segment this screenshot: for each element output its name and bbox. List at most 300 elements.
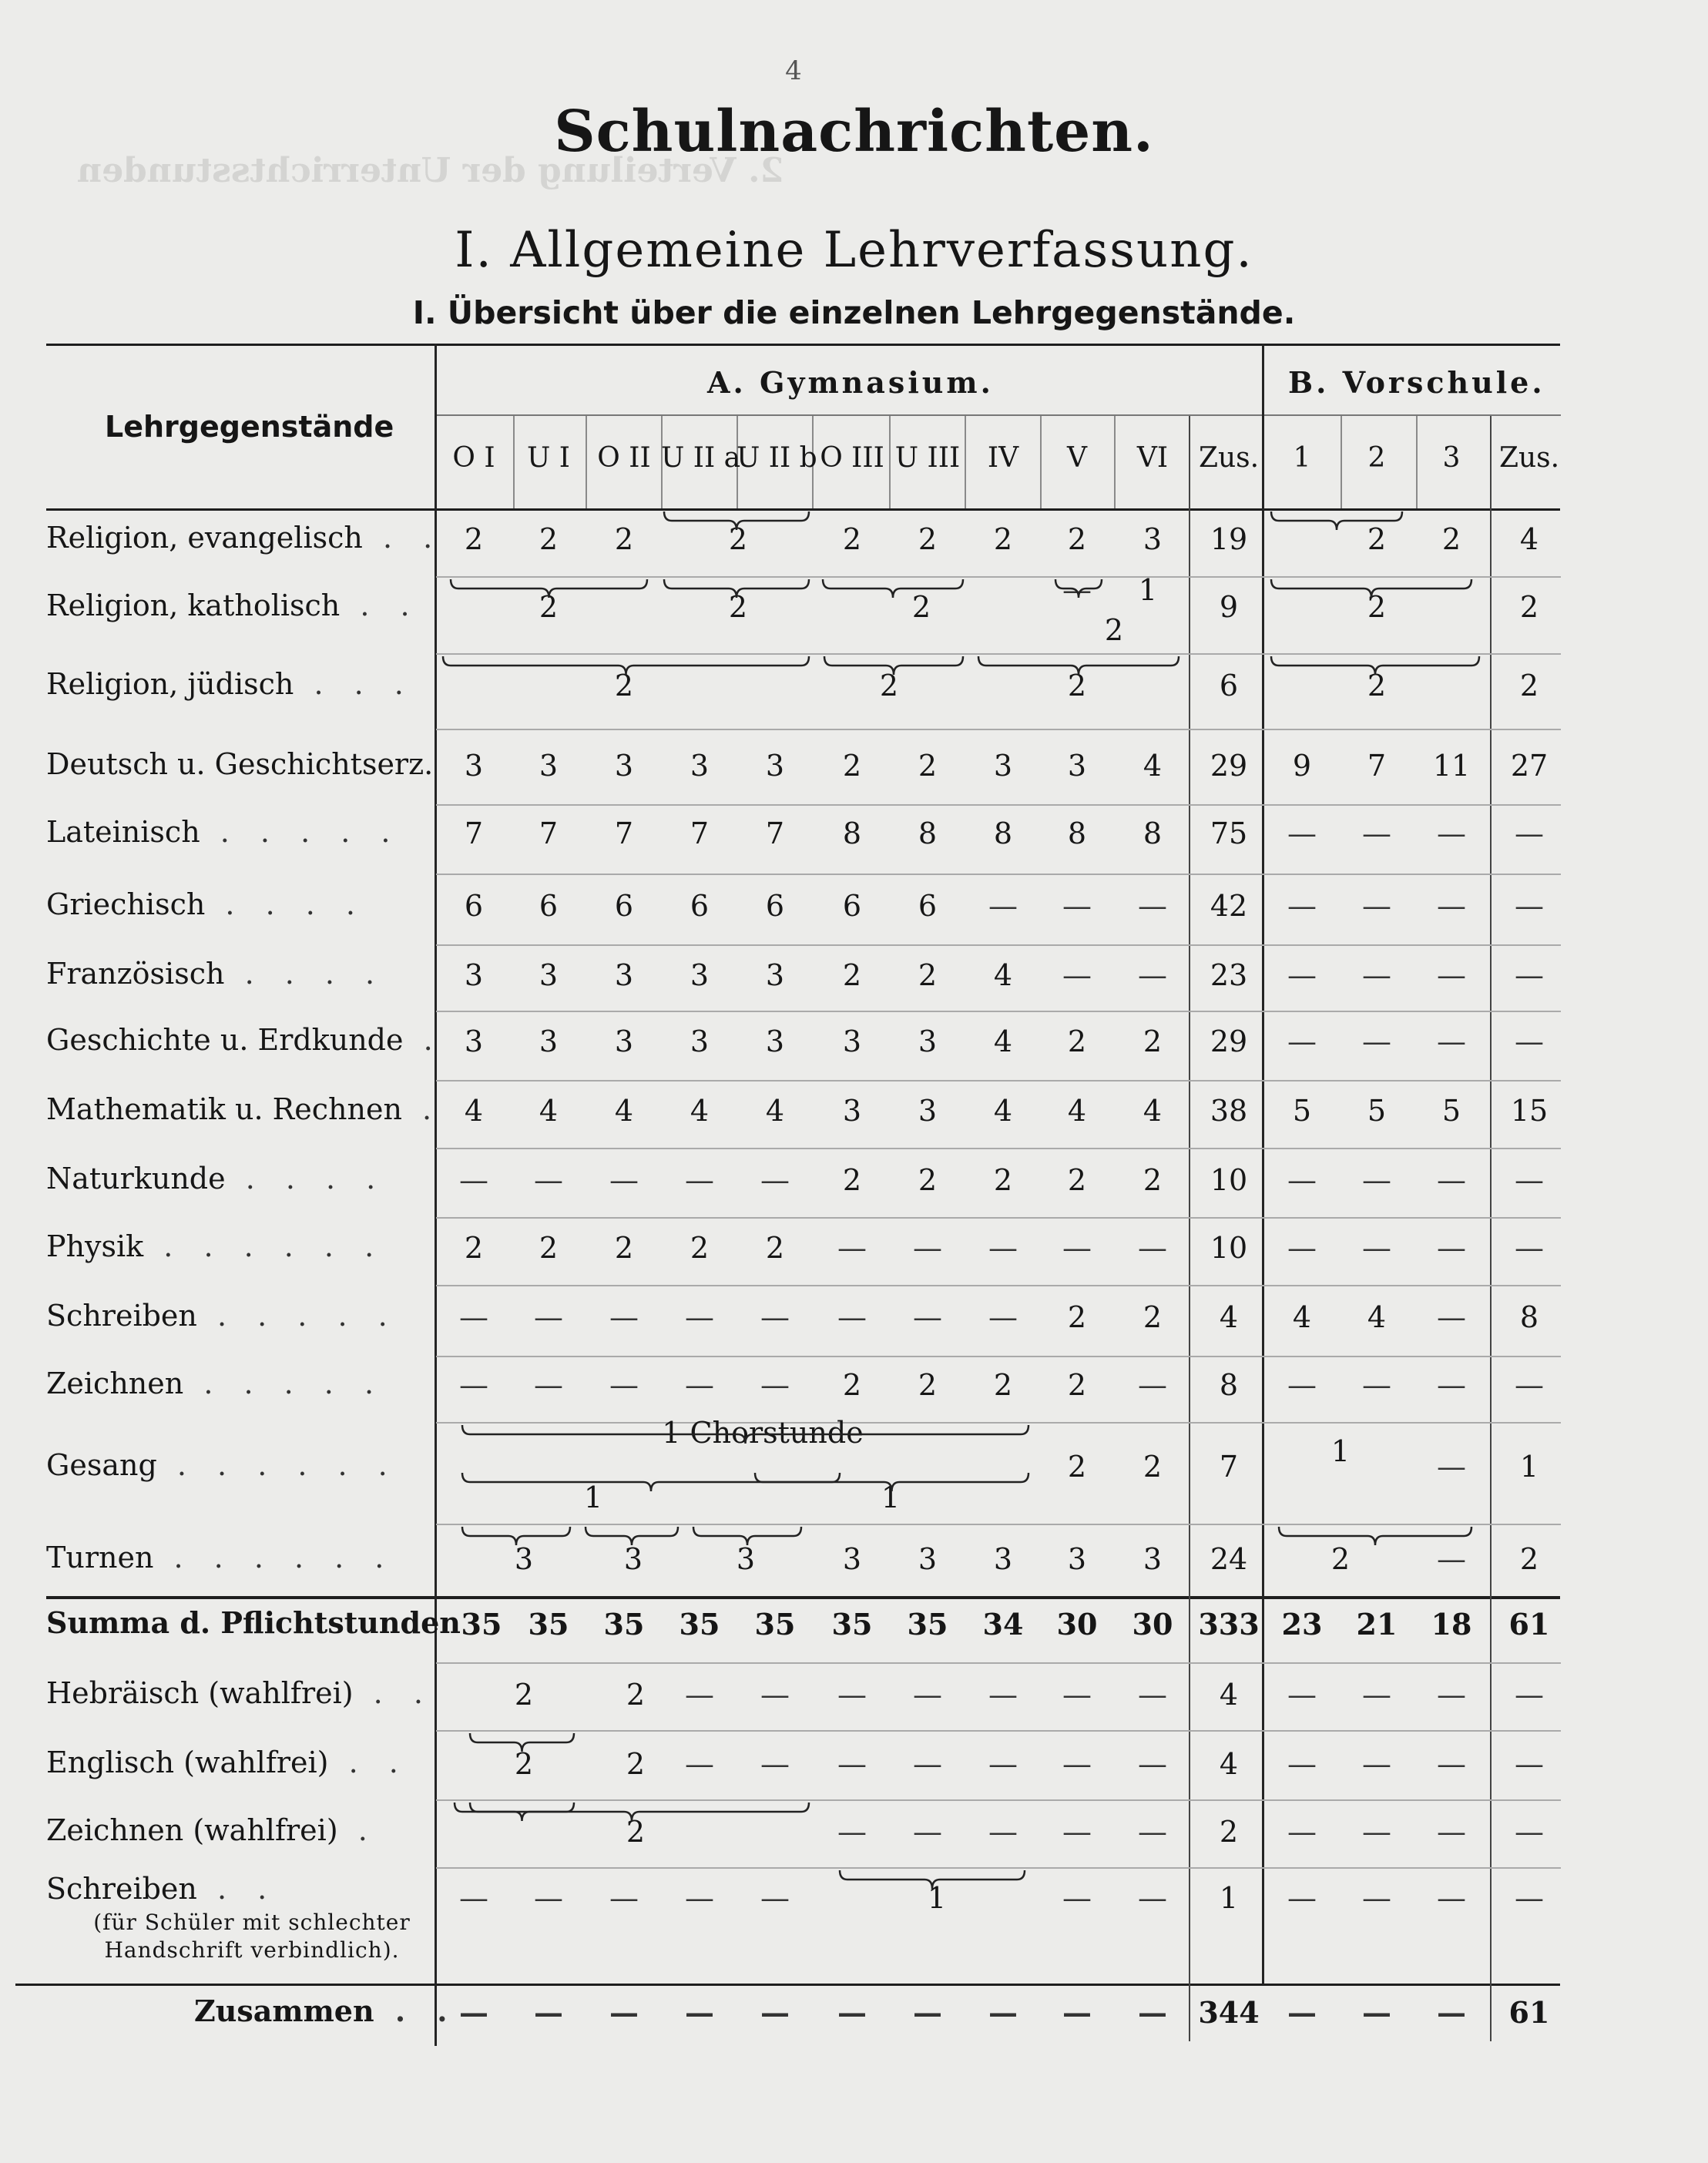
page-title: Schulnachrichten. bbox=[554, 99, 1154, 165]
table-cell: — bbox=[1362, 1747, 1391, 1781]
row-label-text: Summa d. Pflichtstunden bbox=[46, 1605, 461, 1640]
grouping-brace bbox=[462, 1527, 570, 1545]
table-cell: — bbox=[1062, 1995, 1092, 2030]
table-cell: — bbox=[1515, 889, 1544, 923]
row-label-text: Hebräisch (wahlfrei) bbox=[46, 1676, 354, 1710]
table-cell: 3 bbox=[464, 1024, 484, 1058]
table-cell: — bbox=[1362, 1163, 1391, 1197]
table-cell: — bbox=[609, 1368, 639, 1402]
table-cell: — bbox=[1437, 1163, 1466, 1197]
grouping-brace bbox=[470, 1733, 574, 1752]
table-cell: 2 bbox=[464, 1231, 484, 1265]
table-cell: — bbox=[1515, 1747, 1544, 1781]
table-cell: — bbox=[1362, 817, 1391, 850]
grouping-brace bbox=[1271, 579, 1471, 598]
table-cell: 2 bbox=[614, 522, 634, 556]
table-cell: 2 bbox=[1519, 1542, 1539, 1576]
table-cell: 29 bbox=[1210, 749, 1248, 783]
table-cell: 7 bbox=[464, 817, 484, 850]
table-cell: — bbox=[685, 1163, 714, 1197]
table-cell: 35 bbox=[754, 1607, 796, 1642]
table-cell: — bbox=[609, 1995, 639, 2030]
table-cell: 2 bbox=[1367, 590, 1387, 624]
row-label-text: Religion, evangelisch bbox=[46, 521, 363, 555]
table-cell: 2 bbox=[911, 590, 931, 624]
row-label-text: Religion, jüdisch bbox=[46, 667, 294, 701]
grouping-brace bbox=[978, 656, 1179, 675]
row-label-dots: . . bbox=[340, 589, 421, 622]
row-label-dots: . . . . . . bbox=[143, 1229, 385, 1263]
table-cell: 9 bbox=[1219, 590, 1239, 624]
table-cell: — bbox=[1515, 1815, 1544, 1849]
table-cell: — bbox=[837, 1995, 867, 2030]
group-header-vorschule: B. Vorschule. bbox=[1288, 365, 1545, 400]
table-cell: 2 bbox=[1067, 1163, 1087, 1197]
table-cell: 75 bbox=[1210, 817, 1248, 850]
table-cell: — bbox=[913, 1747, 942, 1781]
table-cell: — bbox=[1062, 1881, 1092, 1915]
table-cell: 2 bbox=[918, 1163, 938, 1197]
table-cell: 2 bbox=[918, 1368, 938, 1402]
row-label-dots: . . . . bbox=[224, 957, 386, 991]
table-cell: 2 bbox=[1067, 1368, 1087, 1402]
grouping-brace bbox=[462, 1425, 1028, 1444]
table-cell: 3 bbox=[918, 1024, 938, 1058]
table-cell: 2 bbox=[842, 749, 862, 783]
table-cell: 3 bbox=[842, 1024, 862, 1058]
table-cell: — bbox=[459, 1300, 488, 1334]
table-cell: 2 bbox=[1067, 1300, 1087, 1334]
row-label-dots: . . bbox=[196, 1872, 278, 1906]
table-cell: 38 bbox=[1210, 1094, 1248, 1128]
row-label-text: Zeichnen (wahlfrei) bbox=[46, 1813, 338, 1847]
table-cell: — bbox=[988, 1231, 1018, 1265]
row-note: (für Schüler mit schlechter Handschrift verbindlich). bbox=[93, 1910, 411, 1963]
table-cell: 8 bbox=[993, 817, 1013, 850]
row-label-text: Schreiben bbox=[46, 1872, 197, 1906]
table-cell: 10 bbox=[1210, 1163, 1248, 1197]
row-label-text: Gesang bbox=[46, 1448, 157, 1482]
table-cell: 3 bbox=[539, 749, 559, 783]
table-cell: 1 bbox=[881, 1481, 901, 1514]
table-cell: — bbox=[988, 1815, 1018, 1849]
table-cell: 61 bbox=[1508, 1607, 1550, 1642]
row-label-text: Turnen bbox=[46, 1541, 154, 1574]
grouping-brace bbox=[1271, 511, 1402, 530]
row-label-dots: . bbox=[401, 1092, 443, 1126]
column-header: Zus. bbox=[1198, 442, 1260, 474]
table-cell: 1 bbox=[1330, 1434, 1351, 1468]
table-cell: — bbox=[837, 1231, 867, 1265]
table-cell: 6 bbox=[842, 889, 862, 923]
table-cell: 7 bbox=[1367, 749, 1387, 783]
table-cell: — bbox=[913, 1231, 942, 1265]
table-cell: 2 bbox=[728, 522, 748, 556]
table-cell: 2 bbox=[993, 1368, 1013, 1402]
table-cell: 3 bbox=[1067, 749, 1087, 783]
table-cell: 4 bbox=[993, 1024, 1013, 1058]
table-cell: — bbox=[685, 1747, 714, 1781]
table-cell: 19 bbox=[1210, 522, 1248, 556]
table-cell: 2 bbox=[1519, 669, 1539, 703]
table-cell: 61 bbox=[1508, 1995, 1550, 2030]
table-cell: 8 bbox=[1219, 1368, 1239, 1402]
table-cell: 10 bbox=[1210, 1231, 1248, 1265]
column-header: O I bbox=[452, 442, 495, 474]
column-header: Zus. bbox=[1498, 442, 1560, 474]
table-cell: — bbox=[534, 1881, 563, 1915]
table-cell: — bbox=[1062, 573, 1092, 607]
grouping-brace bbox=[451, 579, 647, 598]
table-cell: — bbox=[1437, 1024, 1466, 1058]
table-cell: — bbox=[609, 1881, 639, 1915]
table-cell: 4 bbox=[1219, 1300, 1239, 1334]
table-cell: — bbox=[685, 1678, 714, 1712]
table-cell: 3 bbox=[514, 1542, 534, 1576]
table-cell: 1 bbox=[1519, 1450, 1539, 1484]
subject-column-header: Lehrgegenstände bbox=[105, 410, 394, 444]
table-cell: — bbox=[1362, 1678, 1391, 1712]
table-cell: — bbox=[988, 1678, 1018, 1712]
table-cell: — bbox=[1362, 1231, 1391, 1265]
column-header: 3 bbox=[1442, 442, 1461, 474]
table-cell: — bbox=[760, 1300, 790, 1334]
table-cell: — bbox=[1287, 958, 1317, 992]
table-cell: 3 bbox=[765, 958, 785, 992]
table-cell: 4 bbox=[690, 1094, 710, 1128]
row-label-dots: . . bbox=[362, 521, 444, 555]
page-number: 4 bbox=[785, 55, 802, 86]
table-cell: — bbox=[1437, 1995, 1466, 2030]
table-cell: — bbox=[1437, 1231, 1466, 1265]
table-cell: 2 bbox=[842, 1368, 862, 1402]
table-cell: 1 bbox=[583, 1481, 603, 1514]
table-cell: — bbox=[609, 1163, 639, 1197]
table-cell: 4 bbox=[1143, 1094, 1163, 1128]
row-label-text: Deutsch u. Geschichtserz. bbox=[46, 747, 434, 781]
table-cell: — bbox=[1287, 1678, 1317, 1712]
row-label-dots: . . . . . bbox=[183, 1367, 385, 1400]
table-cell: — bbox=[1138, 889, 1167, 923]
table-cell: — bbox=[760, 1747, 790, 1781]
table-cell: 8 bbox=[1143, 817, 1163, 850]
table-cell: — bbox=[913, 1300, 942, 1334]
grouping-brace bbox=[443, 656, 809, 675]
table-cell: — bbox=[1515, 1163, 1544, 1197]
row-label-dots: . . . bbox=[294, 667, 414, 701]
table-cell: — bbox=[1437, 1368, 1466, 1402]
table-cell: — bbox=[1437, 1300, 1466, 1334]
table-cell: — bbox=[1287, 1815, 1317, 1849]
table-cell: 2 bbox=[464, 522, 484, 556]
table-cell: — bbox=[1138, 958, 1167, 992]
table-cell: — bbox=[685, 1995, 714, 2030]
table-cell: — bbox=[1437, 889, 1466, 923]
table-cell: 2 bbox=[626, 1747, 646, 1781]
grouping-brace bbox=[755, 1473, 1028, 1491]
table-cell: 2 bbox=[690, 1231, 710, 1265]
table-cell: — bbox=[1062, 1231, 1092, 1265]
table-cell: 2 bbox=[842, 522, 862, 556]
table-cell: 2 bbox=[918, 749, 938, 783]
table-cell: 3 bbox=[842, 1542, 862, 1576]
table-cell: — bbox=[1362, 1995, 1391, 2030]
table-cell: — bbox=[1287, 1995, 1317, 2030]
table-cell: — bbox=[988, 1995, 1018, 2030]
table-cell: — bbox=[913, 1678, 942, 1712]
table-cell: 23 bbox=[1210, 958, 1248, 992]
table-cell: 35 bbox=[907, 1607, 948, 1642]
table-cell: — bbox=[1287, 1163, 1317, 1197]
table-cell: 2 bbox=[1330, 1542, 1351, 1576]
row-label-dots: . . . . bbox=[225, 1162, 387, 1196]
table-cell: 1 bbox=[1138, 573, 1158, 607]
column-header: U III bbox=[894, 442, 961, 474]
table-cell: 4 bbox=[1219, 1678, 1239, 1712]
table-cell: 5 bbox=[1441, 1094, 1461, 1128]
table-cell: 3 bbox=[614, 749, 634, 783]
table-cell: — bbox=[1138, 1995, 1167, 2030]
table-cell: — bbox=[1515, 817, 1544, 850]
table-cell: 27 bbox=[1510, 749, 1549, 783]
table-cell: — bbox=[1362, 1815, 1391, 1849]
row-label-dots: . . . . . bbox=[200, 815, 401, 849]
column-header: V bbox=[1067, 442, 1087, 474]
column-header: U II b bbox=[737, 442, 817, 474]
column-header: O II bbox=[597, 442, 651, 474]
table-cell: 35 bbox=[679, 1607, 720, 1642]
table-cell: 4 bbox=[614, 1094, 634, 1128]
table-cell: 30 bbox=[1132, 1607, 1173, 1642]
table-cell: — bbox=[685, 1881, 714, 1915]
table-cell: — bbox=[1437, 1542, 1466, 1576]
table-cell: 23 bbox=[1281, 1607, 1323, 1642]
group-header-gymnasium: A. Gymnasium. bbox=[707, 365, 994, 400]
table-cell: 2 bbox=[1067, 669, 1087, 703]
table-cell: — bbox=[760, 1678, 790, 1712]
table-cell: 2 bbox=[879, 669, 899, 703]
grouping-brace bbox=[664, 511, 809, 530]
table-cell: — bbox=[1287, 889, 1317, 923]
table-cell: — bbox=[534, 1300, 563, 1334]
row-label-text: Mathematik u. Rechnen bbox=[46, 1092, 402, 1126]
table-cell: 4 bbox=[539, 1094, 559, 1128]
table-cell: 2 bbox=[993, 522, 1013, 556]
table-cell: 18 bbox=[1431, 1607, 1472, 1642]
table-cell: 35 bbox=[831, 1607, 873, 1642]
table-cell: 2 bbox=[1067, 1024, 1087, 1058]
table-cell: 2 bbox=[539, 590, 559, 624]
table-cell: 8 bbox=[1519, 1300, 1539, 1334]
table-cell: — bbox=[988, 1747, 1018, 1781]
table-cell: — bbox=[1515, 1881, 1544, 1915]
table-cell: 3 bbox=[736, 1542, 756, 1576]
chapter-title: I. Allgemeine Lehrverfassung. bbox=[455, 222, 1253, 279]
row-label-dots: . . bbox=[374, 1994, 458, 2028]
table-cell: 3 bbox=[690, 749, 710, 783]
table-cell: 7 bbox=[690, 817, 710, 850]
table-cell: — bbox=[685, 1300, 714, 1334]
table-cell: 4 bbox=[464, 1094, 484, 1128]
table-cell: 1 bbox=[1219, 1881, 1239, 1915]
table-cell: — bbox=[1138, 1231, 1167, 1265]
table-cell: — bbox=[1437, 1450, 1466, 1484]
table-cell: 29 bbox=[1210, 1024, 1248, 1058]
table-cell: 7 bbox=[539, 817, 559, 850]
table-cell: 4 bbox=[765, 1094, 785, 1128]
table-cell: 8 bbox=[842, 817, 862, 850]
table-cell: 3 bbox=[1143, 522, 1163, 556]
table-cell: — bbox=[1437, 1747, 1466, 1781]
table-cell: 2 bbox=[1104, 613, 1124, 647]
table-cell: 2 bbox=[626, 1815, 646, 1849]
table-cell: — bbox=[837, 1678, 867, 1712]
table-cell: 35 bbox=[528, 1607, 569, 1642]
table-cell: 3 bbox=[690, 1024, 710, 1058]
table-cell: 6 bbox=[765, 889, 785, 923]
table-cell: 3 bbox=[614, 1024, 634, 1058]
row-label-dots: . bbox=[337, 1813, 378, 1847]
table-cell: — bbox=[1437, 817, 1466, 850]
table-cell: — bbox=[1138, 1747, 1167, 1781]
table-cell: 3 bbox=[993, 1542, 1013, 1576]
table-cell: — bbox=[459, 1163, 488, 1197]
grouping-brace bbox=[823, 579, 963, 598]
table-cell: — bbox=[1362, 1368, 1391, 1402]
table-cell: 5 bbox=[1292, 1094, 1312, 1128]
table-cell: 3 bbox=[1067, 1542, 1087, 1576]
table-cell: 34 bbox=[982, 1607, 1024, 1642]
row-label-dots: . . bbox=[353, 1676, 434, 1710]
table-cell: — bbox=[534, 1995, 563, 2030]
table-cell: — bbox=[1138, 1368, 1167, 1402]
chorstunde-label: 1 Chorstunde bbox=[662, 1416, 864, 1450]
table-cell: 3 bbox=[539, 1024, 559, 1058]
table-cell: — bbox=[913, 1995, 942, 2030]
table-cell: 3 bbox=[765, 749, 785, 783]
table-cell: 3 bbox=[1143, 1542, 1163, 1576]
table-cell: 7 bbox=[765, 817, 785, 850]
table-cell: 2 bbox=[1143, 1300, 1163, 1334]
table-cell: — bbox=[1515, 958, 1544, 992]
table-cell: 7 bbox=[614, 817, 634, 850]
column-header: U I bbox=[526, 442, 570, 474]
row-label-text: Naturkunde bbox=[46, 1162, 226, 1196]
table-cell: — bbox=[609, 1300, 639, 1334]
table-cell: 2 bbox=[1143, 1024, 1163, 1058]
table-cell: — bbox=[534, 1368, 563, 1402]
table-cell: 2 bbox=[514, 1678, 534, 1712]
table-cell: — bbox=[1437, 1815, 1466, 1849]
table-cell: — bbox=[534, 1163, 563, 1197]
table-cell: — bbox=[1437, 1881, 1466, 1915]
table-cell: 8 bbox=[918, 817, 938, 850]
table-cell: — bbox=[1138, 1815, 1167, 1849]
table-cell: — bbox=[1138, 1881, 1167, 1915]
table-cell: 1 bbox=[927, 1881, 947, 1915]
grouping-brace bbox=[840, 1870, 1025, 1889]
table-cell: — bbox=[837, 1300, 867, 1334]
row-label-dots: . . . . bbox=[205, 887, 366, 921]
table-cell: 6 bbox=[464, 889, 484, 923]
table-cell: — bbox=[1362, 1881, 1391, 1915]
table-cell: 30 bbox=[1056, 1607, 1098, 1642]
table-cell: 5 bbox=[1367, 1094, 1387, 1128]
row-label-text: Schreiben bbox=[46, 1299, 197, 1333]
table-cell: — bbox=[1515, 1231, 1544, 1265]
row-label-text: Englisch (wahlfrei) bbox=[46, 1745, 329, 1779]
table-cell: 11 bbox=[1432, 749, 1471, 783]
table-cell: 2 bbox=[1519, 590, 1539, 624]
grouping-brace bbox=[664, 579, 809, 598]
table-cell: 2 bbox=[1143, 1450, 1163, 1484]
table-cell: — bbox=[1437, 958, 1466, 992]
column-header: 2 bbox=[1367, 442, 1386, 474]
table-cell: 3 bbox=[539, 958, 559, 992]
table-cell: — bbox=[837, 1815, 867, 1849]
table-cell: 15 bbox=[1510, 1094, 1549, 1128]
table-cell: 4 bbox=[1143, 749, 1163, 783]
table-cell: — bbox=[1062, 1678, 1092, 1712]
row-label-text: Zusammen bbox=[194, 1994, 374, 2028]
table-cell: — bbox=[1362, 1024, 1391, 1058]
grouping-brace bbox=[824, 656, 963, 675]
row-label-dots: . . . . . bbox=[196, 1299, 398, 1333]
table-cell: 2 bbox=[1367, 669, 1387, 703]
table-cell: — bbox=[1437, 1678, 1466, 1712]
table-cell: 2 bbox=[614, 1231, 634, 1265]
table-cell: 6 bbox=[690, 889, 710, 923]
table-cell: 2 bbox=[1441, 522, 1461, 556]
table-cell: 6 bbox=[918, 889, 938, 923]
table-cell: — bbox=[1362, 958, 1391, 992]
table-cell: 2 bbox=[1219, 1815, 1239, 1849]
table-cell: 2 bbox=[918, 958, 938, 992]
table-cell: 3 bbox=[765, 1024, 785, 1058]
table-cell: 3 bbox=[623, 1542, 643, 1576]
table-cell: — bbox=[760, 1368, 790, 1402]
table-cell: 2 bbox=[539, 522, 559, 556]
table-cell: — bbox=[685, 1368, 714, 1402]
table-cell: 344 bbox=[1198, 1995, 1260, 2030]
row-label-dots: . bbox=[403, 1023, 444, 1057]
table-cell: — bbox=[760, 1163, 790, 1197]
table-cell: — bbox=[1138, 1678, 1167, 1712]
table-cell: — bbox=[1362, 889, 1391, 923]
table-cell: 7 bbox=[1219, 1450, 1239, 1484]
table-cell: — bbox=[913, 1815, 942, 1849]
table-cell: — bbox=[837, 1747, 867, 1781]
table-cell: — bbox=[1287, 1231, 1317, 1265]
table-cell: — bbox=[1287, 1368, 1317, 1402]
table-cell: 4 bbox=[993, 1094, 1013, 1128]
table-cell: 35 bbox=[603, 1607, 645, 1642]
row-label-dots: . . bbox=[328, 1745, 409, 1779]
table-cell: — bbox=[459, 1995, 488, 2030]
row-label-text: Physik bbox=[46, 1229, 144, 1263]
table-cell: — bbox=[760, 1995, 790, 2030]
table-cell: 2 bbox=[626, 1678, 646, 1712]
table-cell: 3 bbox=[993, 749, 1013, 783]
row-label-text: Geschichte u. Erdkunde bbox=[46, 1023, 404, 1057]
row-label-dots: . . . . . . bbox=[153, 1541, 395, 1574]
table-cell: — bbox=[1062, 1747, 1092, 1781]
table-cell: — bbox=[1515, 1678, 1544, 1712]
row-label-text: Lateinisch bbox=[46, 815, 200, 849]
table-cell: 4 bbox=[1292, 1300, 1312, 1334]
table-cell: 2 bbox=[842, 1163, 862, 1197]
table-cell: 4 bbox=[1519, 522, 1539, 556]
